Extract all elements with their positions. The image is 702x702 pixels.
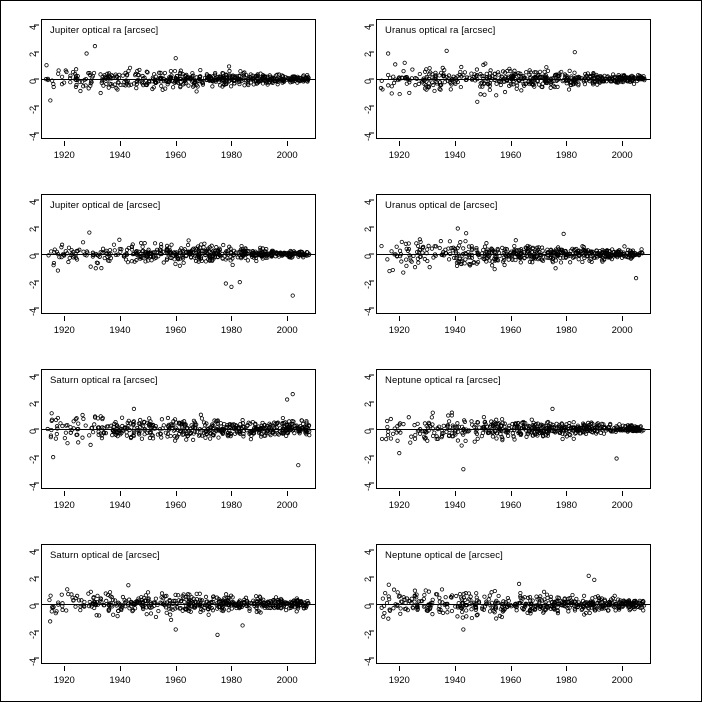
y-tick-label: -2 bbox=[363, 455, 373, 464]
x-tick-mark bbox=[64, 491, 65, 496]
panel-title: Uranus optical ra [arcsec] bbox=[385, 25, 496, 36]
plot-area bbox=[376, 19, 651, 139]
y-axis bbox=[346, 369, 374, 489]
y-tick-label: -2 bbox=[363, 630, 373, 639]
x-tick-label: 2000 bbox=[611, 675, 633, 686]
x-tick-label: 1920 bbox=[388, 675, 410, 686]
x-tick-mark bbox=[120, 666, 121, 671]
y-tick-label: 4 bbox=[28, 200, 38, 206]
x-tick-mark bbox=[511, 666, 512, 671]
x-tick-label: 2000 bbox=[276, 500, 298, 511]
x-tick-label: 2000 bbox=[276, 325, 298, 336]
x-tick-mark bbox=[511, 141, 512, 146]
x-axis bbox=[41, 141, 316, 165]
x-tick-mark bbox=[399, 666, 400, 671]
y-axis bbox=[346, 194, 374, 314]
x-axis bbox=[41, 491, 316, 515]
x-tick-mark bbox=[511, 316, 512, 321]
y-tick-label: 2 bbox=[363, 227, 373, 233]
panel-title: Neptune optical ra [arcsec] bbox=[385, 375, 501, 386]
x-tick-mark bbox=[64, 666, 65, 671]
panel-title: Jupiter optical de [arcsec] bbox=[50, 200, 161, 211]
panel-title: Saturn optical ra [arcsec] bbox=[50, 375, 158, 386]
x-tick-label: 1980 bbox=[555, 325, 577, 336]
x-tick-label: 1960 bbox=[165, 150, 187, 161]
y-tick-label: -4 bbox=[28, 482, 38, 491]
data-points bbox=[377, 20, 650, 138]
x-tick-label: 1920 bbox=[53, 150, 75, 161]
x-tick-mark bbox=[399, 491, 400, 496]
plot-area bbox=[376, 544, 651, 664]
x-tick-mark bbox=[120, 491, 121, 496]
data-points bbox=[377, 545, 650, 663]
x-tick-mark bbox=[622, 316, 623, 321]
x-tick-mark bbox=[566, 666, 567, 671]
y-tick-label: 2 bbox=[28, 52, 38, 58]
x-tick-label: 1960 bbox=[500, 325, 522, 336]
x-tick-label: 2000 bbox=[276, 675, 298, 686]
x-tick-label: 2000 bbox=[611, 500, 633, 511]
data-points bbox=[42, 545, 315, 663]
y-tick-label: -4 bbox=[28, 132, 38, 141]
panel-title: Neptune optical de [arcsec] bbox=[385, 550, 503, 561]
y-tick-label: 4 bbox=[28, 25, 38, 31]
scatter-panel bbox=[28, 194, 316, 336]
x-axis bbox=[41, 316, 316, 340]
x-tick-label: 1980 bbox=[220, 150, 242, 161]
y-tick-label: 4 bbox=[363, 550, 373, 556]
x-tick-label: 1920 bbox=[388, 325, 410, 336]
y-axis bbox=[346, 544, 374, 664]
y-tick-label: 4 bbox=[363, 25, 373, 31]
x-tick-mark bbox=[176, 141, 177, 146]
y-tick-label: -2 bbox=[28, 280, 38, 289]
y-tick-label: -4 bbox=[28, 657, 38, 666]
y-tick-label: 2 bbox=[28, 577, 38, 583]
y-tick-label: 2 bbox=[363, 52, 373, 58]
y-axis bbox=[11, 194, 39, 314]
y-tick-label: -2 bbox=[363, 280, 373, 289]
plot-area bbox=[41, 544, 316, 664]
y-tick-label: 4 bbox=[28, 550, 38, 556]
data-points bbox=[42, 195, 315, 313]
x-tick-mark bbox=[287, 141, 288, 146]
x-tick-label: 1960 bbox=[165, 675, 187, 686]
x-tick-mark bbox=[511, 491, 512, 496]
x-tick-mark bbox=[176, 666, 177, 671]
x-tick-label: 1940 bbox=[109, 675, 131, 686]
x-axis bbox=[376, 141, 651, 165]
x-tick-label: 2000 bbox=[276, 150, 298, 161]
scatter-panel bbox=[28, 19, 316, 161]
data-points bbox=[377, 195, 650, 313]
x-tick-label: 1960 bbox=[165, 500, 187, 511]
y-tick-label: -2 bbox=[363, 105, 373, 114]
x-axis bbox=[376, 491, 651, 515]
x-tick-label: 1980 bbox=[220, 500, 242, 511]
x-tick-label: 1940 bbox=[444, 325, 466, 336]
y-tick-label: 0 bbox=[363, 604, 373, 610]
scatter-panel bbox=[363, 194, 651, 336]
panel-title: Uranus optical de [arcsec] bbox=[385, 200, 498, 211]
y-tick-label: 0 bbox=[28, 429, 38, 435]
data-points bbox=[42, 370, 315, 488]
y-tick-label: -2 bbox=[28, 455, 38, 464]
x-tick-mark bbox=[64, 141, 65, 146]
y-tick-label: -4 bbox=[363, 132, 373, 141]
x-axis bbox=[376, 316, 651, 340]
x-tick-mark bbox=[231, 141, 232, 146]
x-tick-label: 1980 bbox=[220, 675, 242, 686]
x-tick-mark bbox=[64, 316, 65, 321]
plot-area bbox=[41, 369, 316, 489]
x-tick-mark bbox=[622, 666, 623, 671]
x-tick-label: 1960 bbox=[500, 150, 522, 161]
x-tick-label: 1940 bbox=[109, 500, 131, 511]
y-tick-label: 0 bbox=[363, 429, 373, 435]
plot-area bbox=[376, 194, 651, 314]
y-tick-label: 2 bbox=[28, 227, 38, 233]
scatter-panel bbox=[28, 544, 316, 686]
x-tick-mark bbox=[566, 141, 567, 146]
x-tick-mark bbox=[455, 666, 456, 671]
x-tick-mark bbox=[231, 491, 232, 496]
x-tick-mark bbox=[622, 141, 623, 146]
x-tick-label: 1920 bbox=[388, 500, 410, 511]
x-tick-label: 1980 bbox=[555, 500, 577, 511]
x-tick-label: 1920 bbox=[53, 500, 75, 511]
plot-area bbox=[41, 194, 316, 314]
x-axis bbox=[376, 666, 651, 690]
y-tick-label: 2 bbox=[28, 402, 38, 408]
y-axis bbox=[11, 19, 39, 139]
y-tick-label: 4 bbox=[363, 375, 373, 381]
scatter-panel bbox=[363, 544, 651, 686]
x-tick-mark bbox=[176, 316, 177, 321]
x-tick-mark bbox=[455, 141, 456, 146]
y-tick-label: 2 bbox=[363, 577, 373, 583]
plot-area bbox=[376, 369, 651, 489]
x-tick-mark bbox=[231, 316, 232, 321]
y-tick-label: 0 bbox=[363, 254, 373, 260]
x-tick-label: 1940 bbox=[109, 150, 131, 161]
x-tick-mark bbox=[622, 491, 623, 496]
x-tick-label: 1940 bbox=[444, 675, 466, 686]
x-tick-label: 2000 bbox=[611, 150, 633, 161]
x-axis bbox=[41, 666, 316, 690]
x-tick-label: 1980 bbox=[555, 675, 577, 686]
x-tick-label: 1980 bbox=[220, 325, 242, 336]
x-tick-label: 1920 bbox=[53, 325, 75, 336]
y-tick-label: 0 bbox=[28, 604, 38, 610]
x-tick-mark bbox=[120, 141, 121, 146]
x-tick-mark bbox=[176, 491, 177, 496]
y-axis bbox=[11, 544, 39, 664]
x-tick-mark bbox=[399, 141, 400, 146]
x-tick-mark bbox=[287, 666, 288, 671]
x-tick-mark bbox=[566, 491, 567, 496]
x-tick-mark bbox=[455, 491, 456, 496]
y-tick-label: -2 bbox=[28, 630, 38, 639]
data-points bbox=[42, 20, 315, 138]
y-tick-label: -4 bbox=[363, 307, 373, 316]
y-tick-label: -2 bbox=[28, 105, 38, 114]
y-tick-label: 2 bbox=[363, 402, 373, 408]
x-tick-label: 1960 bbox=[165, 325, 187, 336]
x-tick-label: 2000 bbox=[611, 325, 633, 336]
x-tick-label: 1960 bbox=[500, 500, 522, 511]
x-tick-mark bbox=[566, 316, 567, 321]
scatter-panel bbox=[363, 369, 651, 511]
x-tick-label: 1960 bbox=[500, 675, 522, 686]
panel-title: Jupiter optical ra [arcsec] bbox=[50, 25, 159, 36]
y-tick-label: 4 bbox=[28, 375, 38, 381]
y-tick-label: -4 bbox=[363, 657, 373, 666]
y-tick-label: 4 bbox=[363, 200, 373, 206]
y-axis bbox=[11, 369, 39, 489]
panel-title: Saturn optical de [arcsec] bbox=[50, 550, 160, 561]
x-tick-label: 1940 bbox=[444, 500, 466, 511]
plot-area bbox=[41, 19, 316, 139]
x-tick-mark bbox=[231, 666, 232, 671]
x-tick-label: 1920 bbox=[53, 675, 75, 686]
x-tick-label: 1920 bbox=[388, 150, 410, 161]
x-tick-mark bbox=[287, 491, 288, 496]
y-tick-label: 0 bbox=[363, 79, 373, 85]
y-tick-label: -4 bbox=[28, 307, 38, 316]
scatter-panel bbox=[28, 369, 316, 511]
x-tick-label: 1940 bbox=[444, 150, 466, 161]
x-tick-mark bbox=[120, 316, 121, 321]
y-tick-label: 0 bbox=[28, 254, 38, 260]
data-points bbox=[377, 370, 650, 488]
x-tick-mark bbox=[399, 316, 400, 321]
x-tick-label: 1940 bbox=[109, 325, 131, 336]
x-tick-label: 1980 bbox=[555, 150, 577, 161]
y-axis bbox=[346, 19, 374, 139]
scatter-panel bbox=[363, 19, 651, 161]
x-tick-mark bbox=[287, 316, 288, 321]
y-tick-label: -4 bbox=[363, 482, 373, 491]
y-tick-label: 0 bbox=[28, 79, 38, 85]
x-tick-mark bbox=[455, 316, 456, 321]
